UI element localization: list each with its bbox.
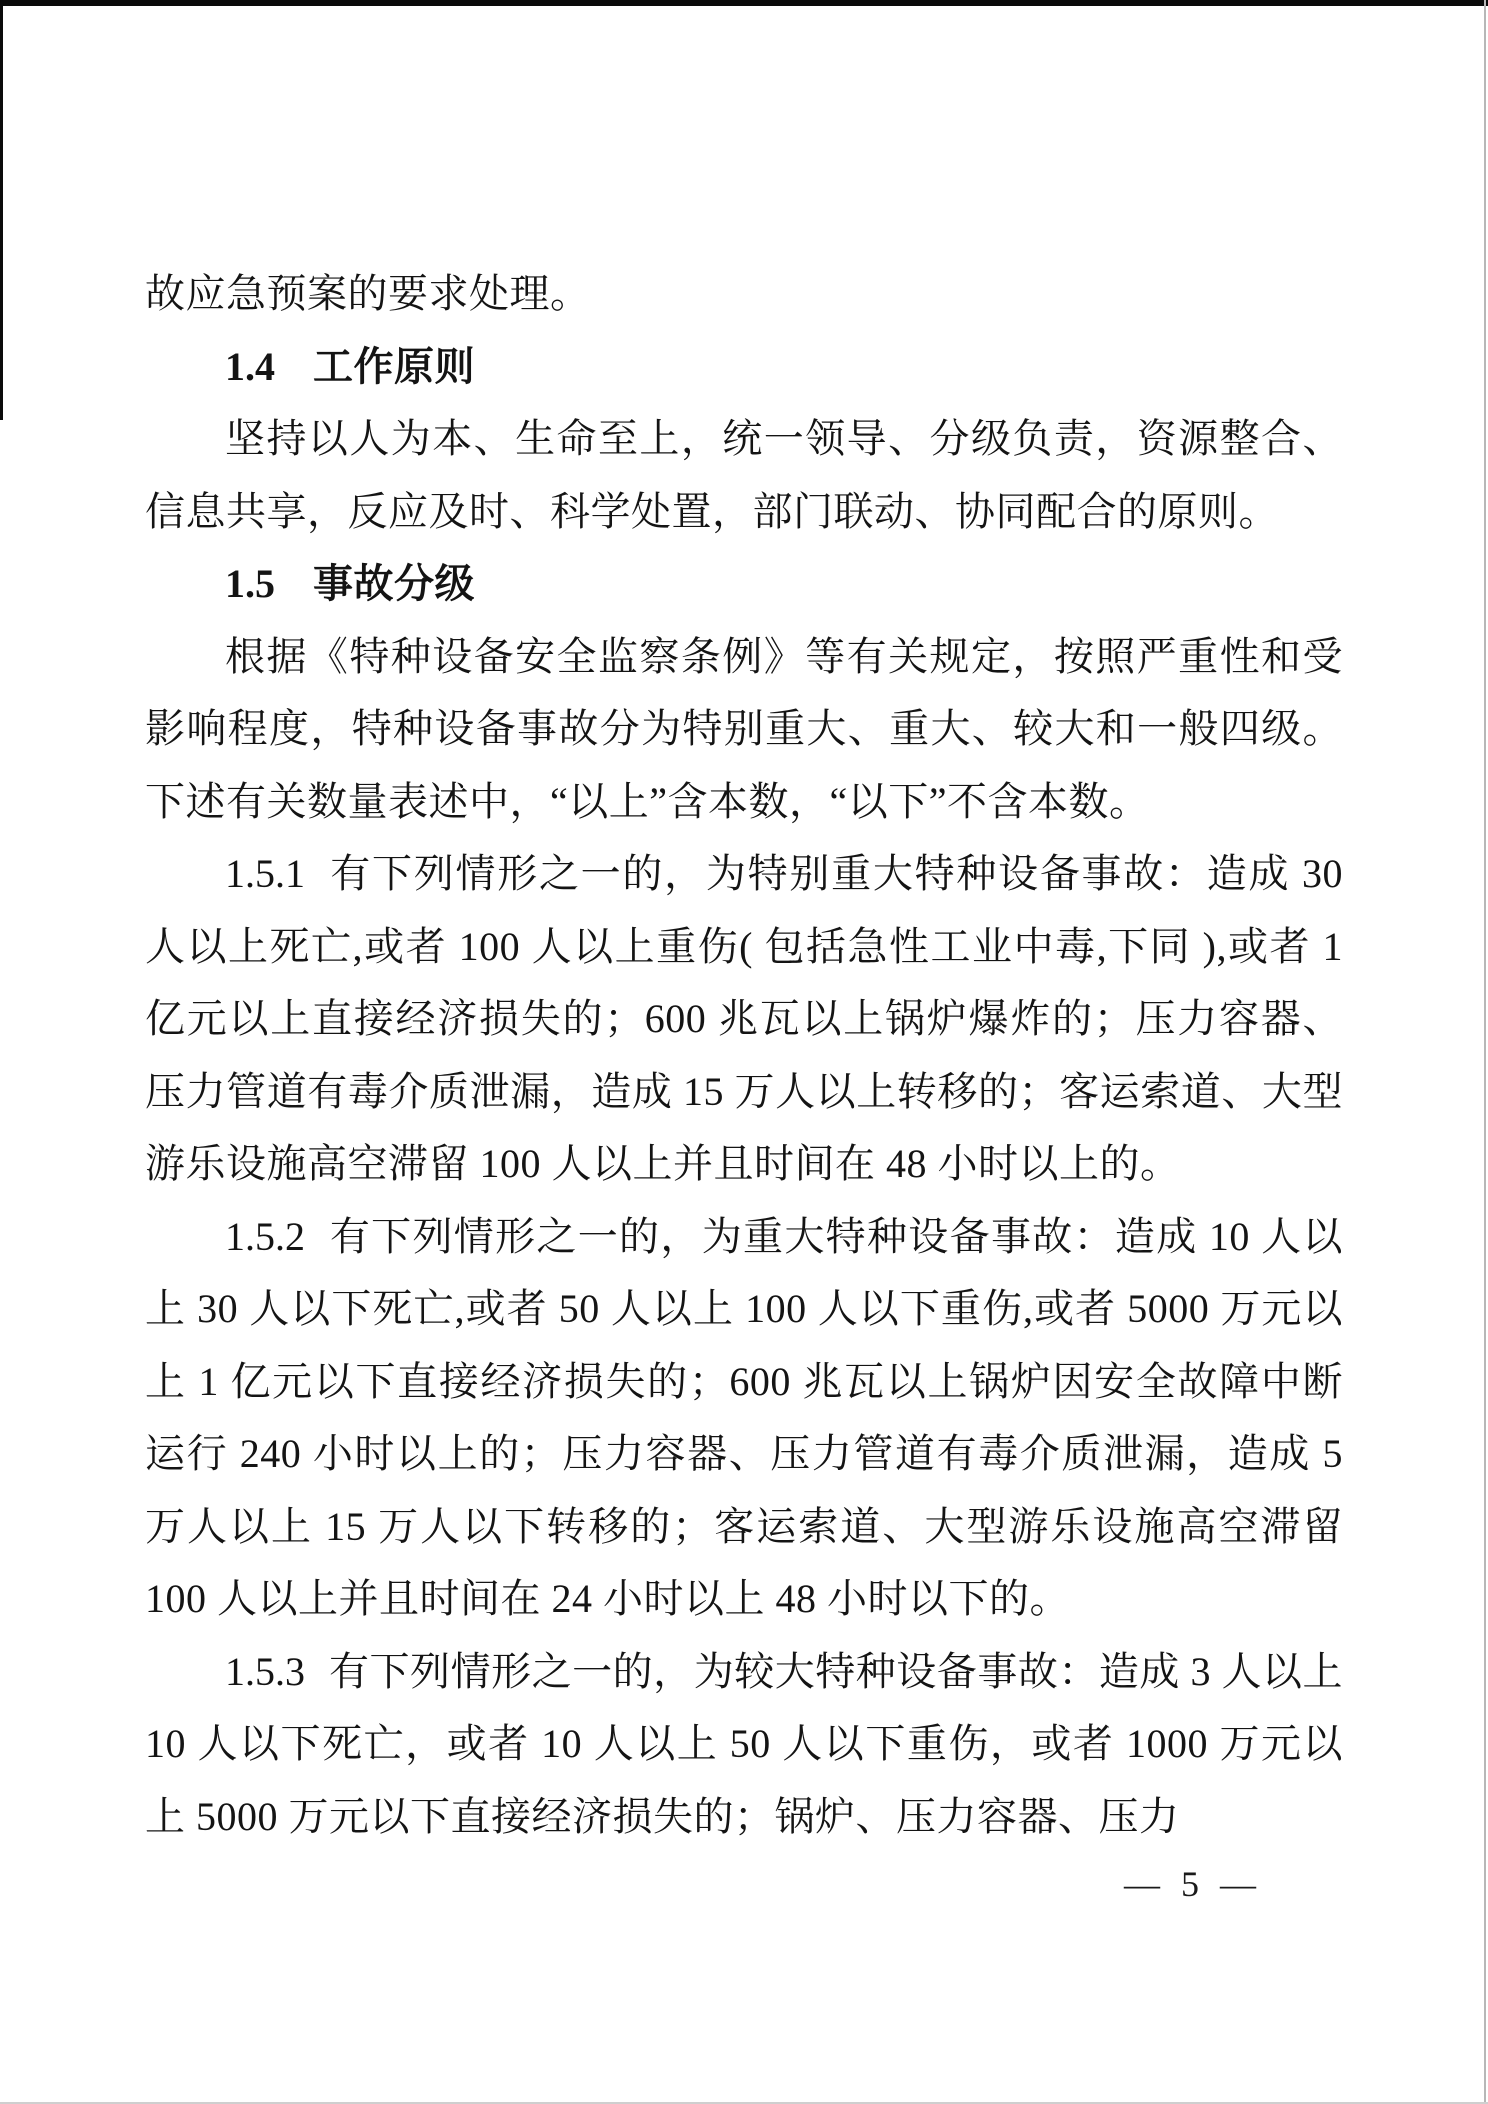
clause-text: 有下列情形之一的，为较大特种设备事故：造成 3 人以上 10 人以下死亡，或者 10 人以上 50 人以下重伤，或者 1000 万元以上 5000 万元以下直接经济损失的；锅炉、压力容器、压力 [145,1648,1343,1839]
page-content [145,258,1343,1853]
clause-number: 1.5.3 [225,1648,305,1694]
clause-text: 有下列情形之一的，为重大特种设备事故：造成 10 人以上 30 人以下死亡,或者 50 人以上 100 人以下重伤,或者 5000 万元以上 1 亿元以下直接经济损失的；600 兆瓦以上锅炉因安全故障中断运行 240 小时以上的；压力容器、压力管道有毒介质泄漏，造成 5 万人以上 15 万人以下转移的；客运索道、大型游乐设施高空滞留 100 人以上并且时间在 24 小时以上 48 小时以下的。 [145,1213,1343,1621]
section-title: 事故分级 [313,561,475,606]
paragraph-work-principles: 坚持以人为本、生命至上，统一领导、分级负责，资源整合、信息共享，反应及时、科学处置，部门联动、协同配合的原则。 [145,416,1343,534]
paragraph-1-5-1 [145,838,1343,1201]
paragraph-1-5-2 [145,1201,1343,1636]
section-heading-1-5 [145,548,1343,621]
clause-number: 1.5.1 [225,851,305,896]
scan-top-edge [0,0,1488,6]
paragraph-accident-grading-intro: 根据《特种设备安全监察条例》等有关规定，按照严重性和受影响程度，特种设备事故分为特别重大、重大、较大和一般四级。下述有关数量表述中，“以上”含本数，“以下”不含本数。 [145,633,1343,824]
section-number: 1.4 [225,343,275,389]
scan-right-edge [1484,0,1486,2104]
paragraph-continuation: 故应急预案的要求处理。 [145,271,591,316]
page-number: — 5 — [1124,1864,1262,1904]
clause-text: 有下列情形之一的，为特别重大特种设备事故：造成 30 人以上死亡,或者 100 人以上重伤( 包括急性工业中毒,下同 ),或者 1 亿元以上直接经济损失的；600 兆瓦以上锅炉爆炸的；压力容器、压力管道有毒介质泄漏，造成 15 万人以上转移的；客运索道、大型游乐设施高空滞留 100 人以上并且时间在 48 小时以上的。 [145,851,1343,1186]
section-title: 工作原则 [313,343,475,389]
clause-number: 1.5.2 [225,1213,305,1259]
scan-left-edge [0,0,3,420]
section-number: 1.5 [225,561,275,606]
section-heading-1-4 [145,331,1343,404]
paragraph-1-5-3 [145,1636,1343,1854]
